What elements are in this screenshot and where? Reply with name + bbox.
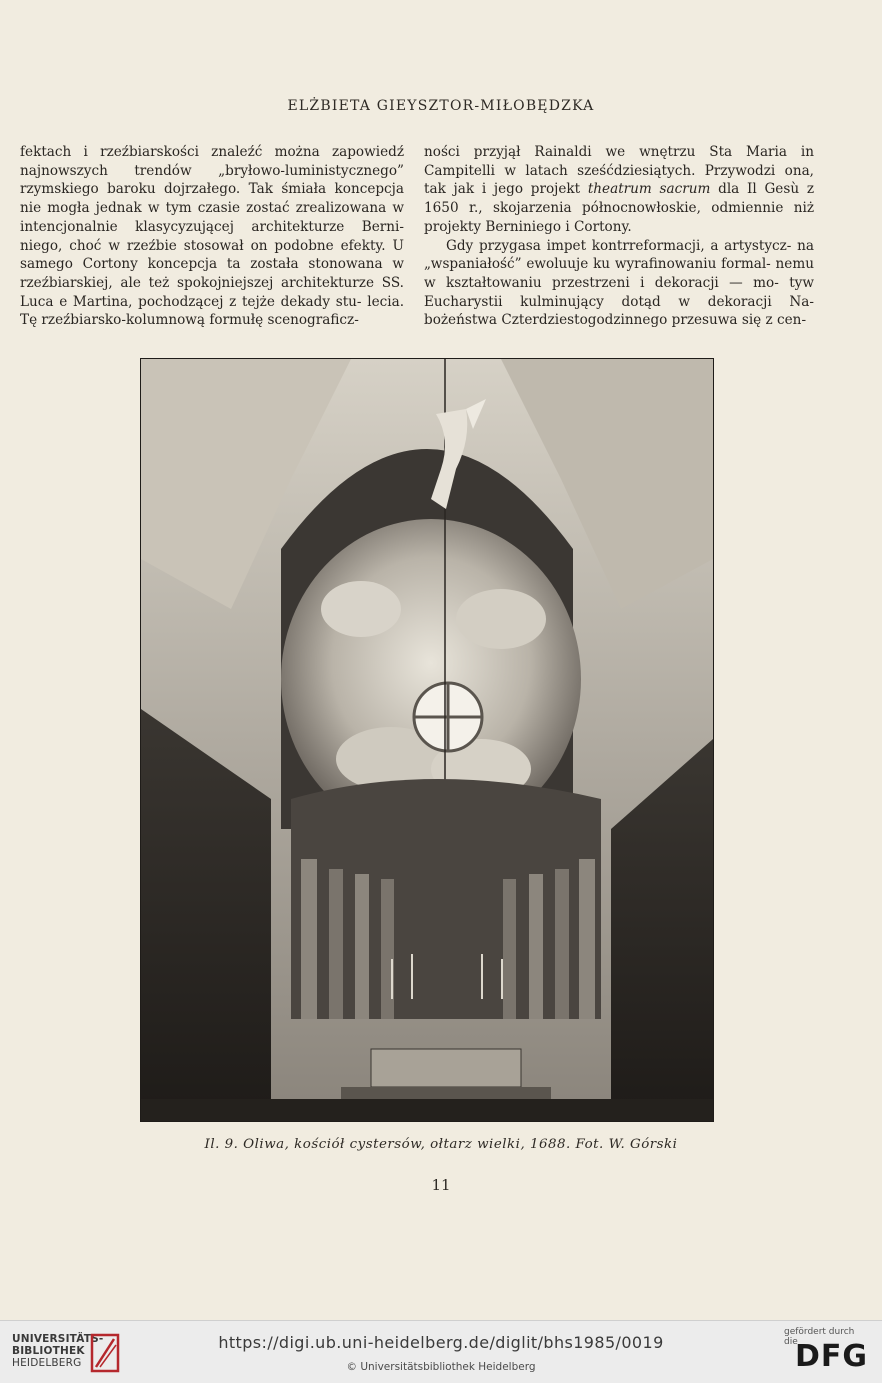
floor bbox=[141, 1099, 713, 1121]
candle bbox=[391, 959, 393, 999]
altar-table bbox=[371, 1049, 521, 1087]
figure-caption: Il. 9. Oliwa, kościół cystersów, ołtarz wielki, 1688. Fot. W. Górski bbox=[204, 1137, 678, 1152]
column bbox=[503, 879, 516, 1019]
cloud-puff bbox=[456, 589, 546, 649]
page-number: 11 bbox=[431, 1176, 451, 1194]
text-line: tyw Eucharystii kulminujący dotąd w dekoracji Na- bbox=[424, 274, 814, 310]
altar-photo-illustration bbox=[141, 359, 713, 1121]
text-line: projekty Berniniego i Cortony. bbox=[424, 218, 632, 235]
right-paragraph-1 bbox=[424, 143, 814, 237]
text-line: Campitelli w latach sześćdziesiątych. Przywodzi ona, bbox=[424, 162, 814, 179]
left-paragraph bbox=[20, 143, 404, 330]
text-line: niego, choć w rzeźbie stosował on podobne efekty. bbox=[20, 237, 386, 254]
library-name-line: HEIDELBERG bbox=[12, 1357, 82, 1369]
viewer-footer bbox=[0, 1320, 882, 1383]
library-name-line: UNIVERSITÄTS- bbox=[12, 1333, 104, 1345]
text-line: w intencjonalnie klasycyzującej architekturze Berni- bbox=[20, 200, 404, 235]
column bbox=[579, 859, 595, 1019]
running-head: ELŻBIETA GIEYSZTOR-MIŁOBĘDZKA bbox=[287, 98, 595, 114]
permalink-url[interactable]: https://digi.ub.uni-heidelberg.de/diglit/bhs1985/0019 bbox=[218, 1333, 664, 1352]
left-text-column bbox=[20, 143, 404, 330]
italic-term: theatrum sacrum bbox=[587, 181, 711, 198]
text-line: tak jak i jego projekt bbox=[424, 181, 581, 198]
column bbox=[301, 859, 317, 1019]
text-line: w rzeźbiarskiej, ale też spokojniejszej architekturze bbox=[20, 256, 404, 291]
text-line: Gdy przygasa impet kontrreformacji, a artystycz- bbox=[446, 237, 792, 254]
right-text-column bbox=[424, 143, 814, 330]
text-line: bożeństwa Czterdziestogodzinnego przesuwa się z cen- bbox=[424, 312, 807, 329]
column bbox=[555, 869, 569, 1019]
text-line: fektach i rzeźbiarskości znaleźć można zapowiedź bbox=[20, 144, 404, 160]
candle bbox=[411, 954, 413, 999]
funding-label: gefördert durch die bbox=[784, 1327, 855, 1347]
text-line: SS. Luca e Martina, pochodzącej z tejże dekady stu- bbox=[20, 274, 405, 310]
text-line: nie mogła jednak w tym czasie zostać zrealizowana bbox=[20, 200, 387, 217]
text-line: ności przyjął Rainaldi we wnętrzu Sta Maria in bbox=[424, 144, 814, 160]
candle bbox=[501, 959, 503, 999]
cloud-puff bbox=[321, 581, 401, 637]
dfg-logo[interactable]: DFG bbox=[794, 1339, 868, 1374]
candle bbox=[481, 954, 483, 999]
copyright-notice: © Universitätsbibliothek Heidelberg bbox=[346, 1361, 536, 1373]
text-line: na „wspaniałość” ewoluuje ku wyrafinowaniu formal- bbox=[424, 237, 814, 273]
text-line: lecia. Tę rzeźbiarsko-kolumnową formułę scenograficz- bbox=[20, 293, 405, 329]
library-name-line: BIBLIOTHEK bbox=[12, 1345, 85, 1357]
text-line: rzymskiego baroku dojrzałego. Tak śmiała koncepcja bbox=[20, 181, 404, 198]
text-line: nemu w kształtowaniu przestrzeni i dekoracji — mo- bbox=[424, 256, 814, 291]
text-line: z 1650 r., skojarzenia północnowłoskie, odmiennie niż bbox=[424, 181, 814, 217]
text-line: U samego Cortony koncepcja ta została stonowana bbox=[20, 237, 404, 273]
column bbox=[355, 874, 369, 1019]
altar-photograph bbox=[140, 358, 714, 1122]
text-line: dla Il Gesù bbox=[718, 181, 800, 198]
right-paragraph-2 bbox=[424, 237, 814, 331]
text-line: najnowszych trendów „bryłowo-luministycznego” bbox=[20, 162, 404, 179]
column bbox=[529, 874, 543, 1019]
column bbox=[329, 869, 343, 1019]
